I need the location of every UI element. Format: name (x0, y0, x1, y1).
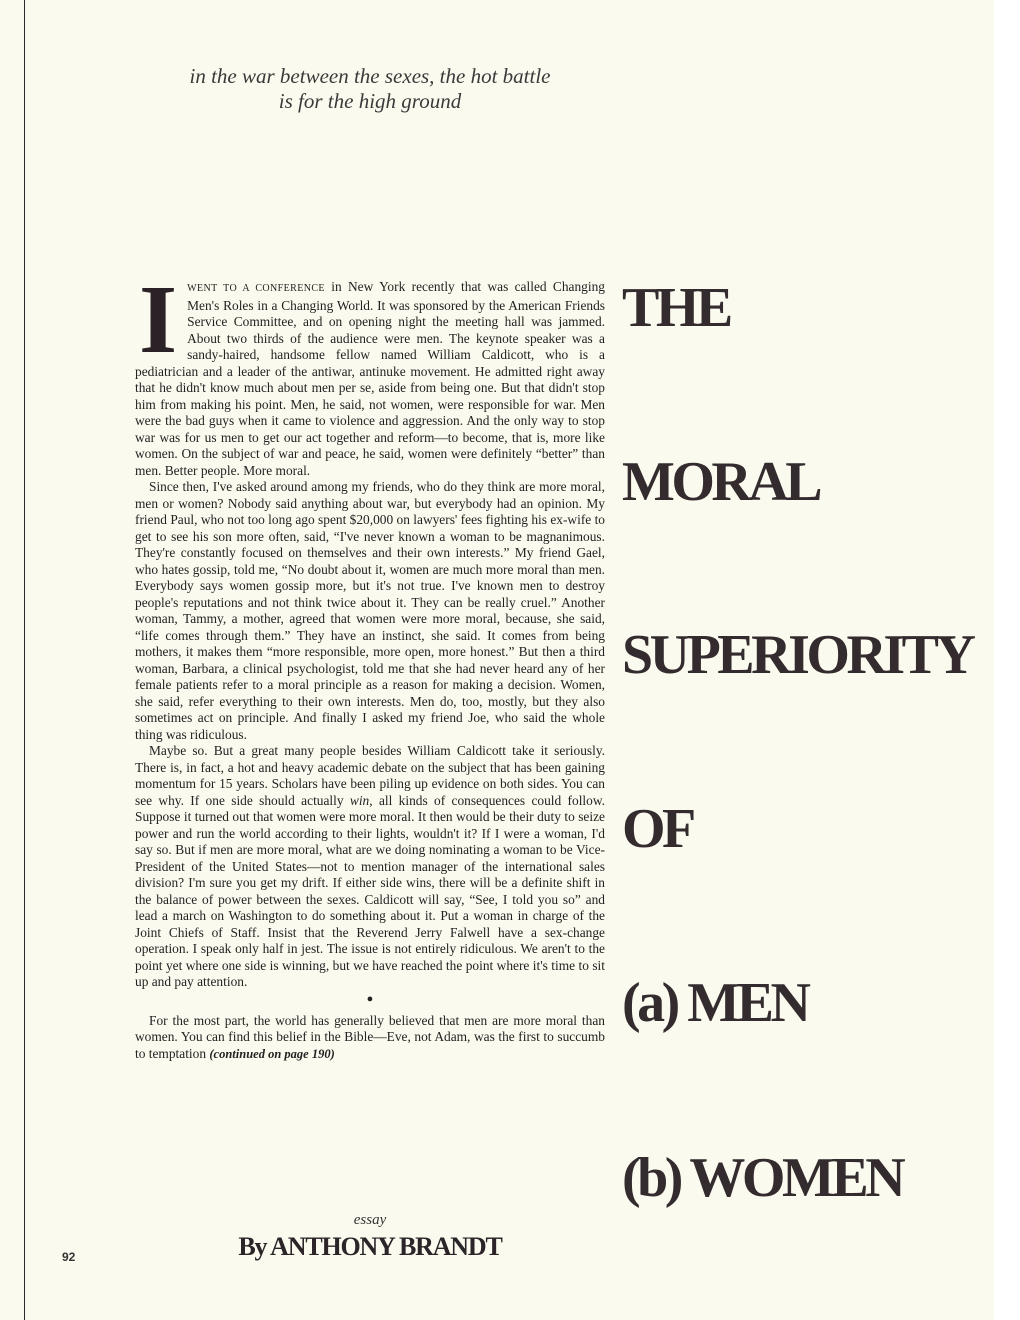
paragraph-1 (135, 266, 605, 479)
paragraph-2: Since then, I've asked around among my friends, who do they think are more moral, men or women? Nobody said anything about war, but everybody had an opinion. My friend Paul, who not too long ago spent $20,000 on lawyers' fees fighting his ex-wife to get to see his son more often, said, “I've never known a woman to be magnanimous. They're constantly focused on themselves and their own interests.” My friend Gael, who hates gossip, told me, “No doubt about it, women are much more moral than men. Everybody says women gossip more, but it's not true. I've known men to destroy people's reputations and not think twice about it. They can be really cruel.” Another woman, Tammy, a mother, agreed that women were more moral, because, she said, “life comes through them.” They have an instinct, she said. It comes from being mothers, it makes them “more responsible, more open, more honest.” But then a third woman, Barbara, a clinical psychologist, told me that she had never heard any of her female patients refer to a moral principle as a reason for making a decision. Women, she said, refer everything to their own interests. Men do, too, mostly, but they also sometimes act on principle. And finally I asked my friend Joe, who said the whole thing was ridiculous. (135, 479, 605, 742)
title-word-of: OF (622, 798, 693, 860)
article-dek (140, 64, 600, 114)
paragraph-3-text-b: , all kinds of consequences could follow. Suppose it turned out that women were more moral. It then would be their duty to seize power and run the world according to their lights, wouldn't it? If I were a woman, I'd say so. But if men are more moral, what are we doing nominating a woman to be Vice-President of the United States—not to mention manager of the international sales division? I'm sure you get my drift. If either side wins, there will be a definite shift in the balance of power between the sexes. Caldicott will say, “See, I told you so” and lead a march on Washington to do something about it. Put a woman in charge of the Joint Chiefs of Staff. Insist that the Reverend Jerry Falwell have a sex-change operation. I speak only half in jest. The issue is not entirely ridiculous. We aren't to the point yet where one side is winning, but we have reached the point where it's time to sit up and pay attention. (135, 792, 605, 989)
title-word-b-women: (b) WOMEN (622, 1147, 903, 1209)
drop-cap: I (139, 266, 178, 374)
lead-in: WENT TO A CONFERENCE (187, 283, 325, 294)
page-fold-edge (24, 0, 25, 1320)
paragraph-1-text: in New York recently that was called Changing Men's Roles in a Changing World. It was sponsored by the American Friends Service Committee, and on opening night the meeting hall was jammed. About two thirds of the audience were men. The keynote speaker was a sandy-haired, handsome fellow named William Caldicott, who is a pediatrician and a leader of the antiwar, antinuke movement. He admitted right away that he didn't know much about men per se, aside from being one. But that didn't stop him from making his point. Men, he said, not women, were responsible for war. Men were the bad guys when it came to violence and aggression. And the only way to stop war was for us men to get our act together and reform—to become, that is, more like women. On the subject of war and peace, he said, women were definitely “better” than men. Better people. More moral. (135, 279, 605, 478)
section-label: essay (353, 1212, 387, 1228)
title-word-moral: MORAL (622, 451, 820, 513)
paragraph-3-text-a: Maybe so. But a great many people besides William Caldicott take it seriously. There is, in fact, a hot and heavy academic debate on the subject that has been gaining momentum for 15 years. Scholars have been piling up evidence on both sides. You can see why. If one side should actually (135, 743, 605, 808)
dek-line-2: is for the high ground (278, 89, 462, 113)
title-word-superiority: SUPERIORITY (622, 624, 973, 686)
emphasis-win: win (349, 792, 370, 808)
title-word-the: THE (622, 277, 730, 339)
paragraph-3 (135, 743, 605, 991)
dek-line-1: in the war between the sexes, the hot battle (189, 64, 551, 88)
article-body (135, 266, 605, 1062)
page-number: 92 (62, 1250, 76, 1264)
title-word-a-men: (a) MEN (622, 972, 808, 1034)
paragraph-4-text: For the most part, the world has generally believed that men are more moral than women. You can find this belief in the Bible—Eve, not Adam, was the first to succumb to temptation (135, 1012, 605, 1061)
author-byline: By ANTHONY BRANDT (238, 1232, 502, 1261)
scan-margin (994, 0, 1020, 1320)
section-separator: ● (366, 992, 374, 1005)
paragraph-4 (135, 1013, 605, 1063)
continued-note: (continued on page 190) (209, 1046, 335, 1061)
